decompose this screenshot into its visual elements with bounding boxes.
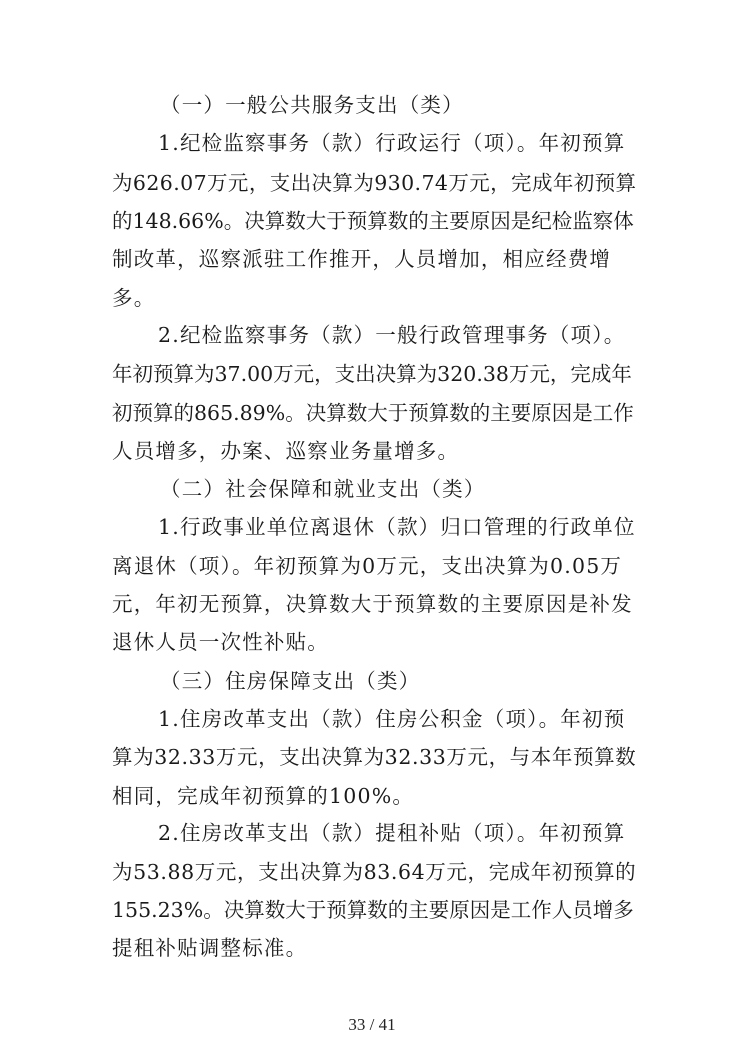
paragraph-line: 初预算的865.89%。决算数大于预算数的主要原因是工作 xyxy=(112,401,634,425)
paragraph-line: 年初预算为37.00万元，支出决算为320.38万元，完成年 xyxy=(112,362,632,386)
paragraph-line: 的148.66%。决算数大于预算数的主要原因是纪检监察体 xyxy=(112,209,634,233)
section-heading-social-security: （二）社会保障和就业支出（类） xyxy=(160,477,486,501)
paragraph-line: 1.纪检监察事务（款）行政运行（项）。年初预算 xyxy=(158,131,626,155)
paragraph-line: 2.纪检监察事务（款）一般行政管理事务（项）。 xyxy=(158,323,626,347)
paragraph-line: 提租补贴调整标准。 xyxy=(112,936,308,960)
section-heading-general-public-services: （一）一般公共服务支出（类） xyxy=(160,93,464,117)
section-heading-housing-security: （三）住房保障支出（类） xyxy=(160,669,421,693)
paragraph-line: 退休人员一次性补贴。 xyxy=(112,630,329,654)
paragraph-line: 元，年初无预算，决算数大于预算数的主要原因是补发 xyxy=(112,592,633,616)
paragraph-line: 离退休（项）。年初预算为0万元，支出决算为0.05万 xyxy=(112,554,623,578)
paragraph-line: 为626.07万元，支出决算为930.74万元，完成年初预算 xyxy=(112,171,637,195)
paragraph-line: 算为32.33万元，支出决算为32.33万元，与本年预算数 xyxy=(112,745,637,769)
paragraph-line: 1.行政事业单位离退休（款）归口管理的行政单位 xyxy=(158,515,636,539)
paragraph-line: 人员增多，办案、巡察业务量增多。 xyxy=(112,439,460,463)
paragraph-line: 制改革，巡察派驻工作推开，人员增加，相应经费增 xyxy=(112,247,612,271)
paragraph-line: 相同，完成年初预算的100%。 xyxy=(112,784,415,808)
paragraph-line: 155.23%。决算数大于预算数的主要原因是工作人员增多 xyxy=(112,898,634,922)
paragraph-line: 多。 xyxy=(112,286,156,310)
paragraph-line: 为53.88万元，支出决算为83.64万元，完成年初预算的 xyxy=(112,860,637,884)
paragraph-line: 2.住房改革支出（款）提租补贴（项）。年初预算 xyxy=(158,821,626,845)
paragraph-line: 1.住房改革支出（款）住房公积金（项）。年初预 xyxy=(158,707,626,731)
page-number: 33 / 41 xyxy=(348,1015,396,1034)
